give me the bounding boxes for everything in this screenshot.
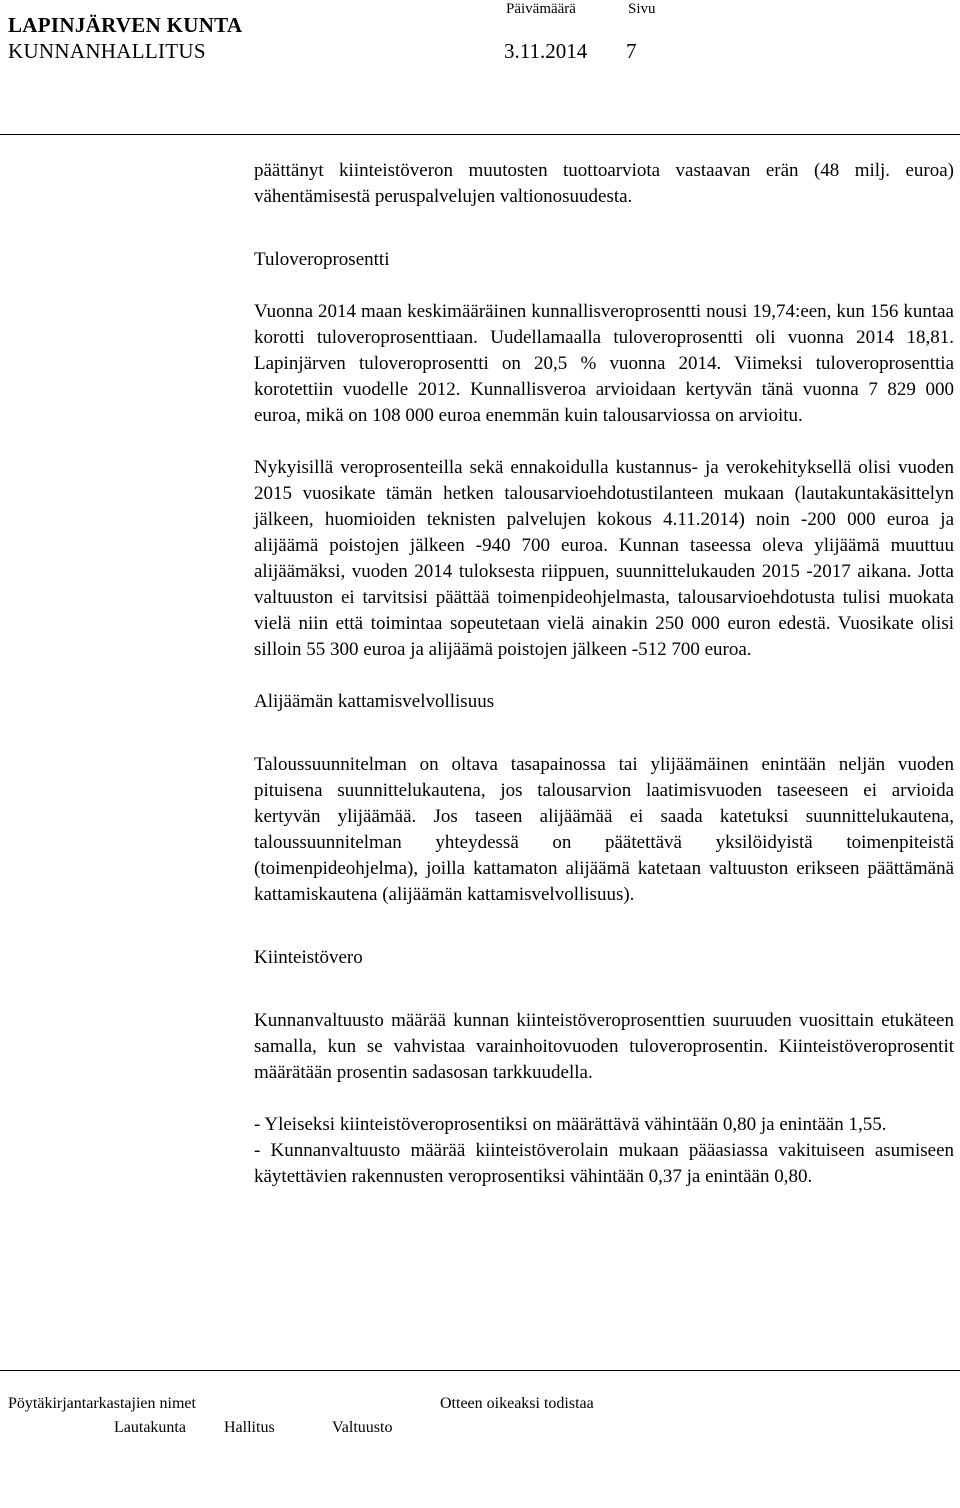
list-item-vakituinen: - Kunnanvaltuusto määrää kiinteistöverolain mukaan pääasiassa vakituiseen asumiseen käytettävien rakennusten veroprosentiksi vähintään 0,37 ja enintään 0,80.: [254, 1140, 954, 1187]
paragraph-alijaama: Taloussuunnitelman on oltava tasapainossa tai ylijäämäinen enintään neljän vuoden pituisena suunnittelukautena, jos talousarvion laatimisvuoden taseeseen ei arvioida kertyvän ylijäämää. Jos taseen alijäämää ei saada katetuksi suunnittelukautena, taloussuunnitelman yhteydessä on päätettävä yksilöidyistä toimenpiteistä (toimenpideohjelma), joilla kattamaton alijäämä katetaan valtuuston erikseen päättämänä kattamiskautena (alijäämän kattamisvelvollisuus).: [254, 754, 954, 905]
heading-tuloveroprosentti: Tuloveroprosentti: [254, 249, 390, 270]
page-number: 7: [626, 39, 637, 63]
certified-label: Otteen oikeaksi todistaa: [440, 1395, 594, 1412]
date-label: Päivämäärä: [506, 1, 576, 17]
document-date: 3.11.2014: [504, 39, 588, 63]
paragraph-nykyisilla: Nykyisillä veroprosenteilla sekä ennakoidulla kustannus- ja verokehityksellä olisi vuoden 2015 vuosikate tämän hetken talousarvioehdotustilanteen mukaan (lautakuntakäsittelyn jälkeen, huomioiden teknisten palvelujen kokous 4.11.2014) noin -200 000 euroa ja alijäämä poistojen jälkeen -940 700 euroa. Kunnan taseessa oleva ylijäämä muuttuu alijäämäksi, vuoden 2014 tuloksesta riippuen, suunnittelukauden 2015 -2017 aikana. Jotta valtuuston ei tarvitsisi päättää toimenpideohjelmasta, talousarvioehdotusta tulisi muokata vielä niin että toimintaa sopeutetaan vielä ainakin 250 000 euron edestä. Vuosikate olisi silloin 55 300 euroa ja alijäämä poistojen jälkeen -512 700 euroa.: [254, 457, 954, 660]
page-label: Sivu: [628, 1, 656, 17]
header-divider: [0, 134, 960, 135]
board-label: Lautakunta: [114, 1419, 186, 1436]
heading-kiinteistovero: Kiinteistövero: [254, 947, 363, 968]
council-label: Valtuusto: [332, 1419, 393, 1436]
paragraph-tuloveroprosentti: Vuonna 2014 maan keskimääräinen kunnallisveroprosentti nousi 19,74:een, kun 156 kuntaa korotti tuloveroprosenttiaan. Uudellamaalla tuloveroprosentti oli vuonna 2014 18,81. Lapinjärven tuloveroprosentti on 20,5 % vuonna 2014. Viimeksi tuloveroprosenttia korotettiin vuodelle 2012. Kunnallisveroa arvioidaan kertyvän tänä vuonna 7 829 000 euroa, mikä on 108 000 euroa enemmän kuin talousarviossa on arvioitu.: [254, 301, 954, 426]
reviewers-label: Pöytäkirjantarkastajien nimet: [8, 1395, 196, 1412]
footer-divider: [0, 1370, 960, 1371]
list-item-yleinen: - Yleiseksi kiinteistöveroprosentiksi on määrättävä vähintään 0,80 ja enintään 1,55.: [254, 1114, 887, 1135]
government-label: Hallitus: [224, 1419, 275, 1436]
document-body: [254, 158, 954, 1190]
organization-body: KUNNANHALLITUS: [8, 39, 206, 63]
paragraph-kiinteistovero: Kunnanvaltuusto määrää kunnan kiinteistöveroprosenttien suuruuden vuosittain etukäteen samalla, kun se vahvistaa varainhoitovuoden tuloveroprosentin. Kiinteistöveroprosentit määrätään prosentin sadasosan tarkkuudella.: [254, 1010, 954, 1083]
heading-alijaama: Alijäämän kattamisvelvollisuus: [254, 691, 495, 712]
intro-paragraph: päättänyt kiinteistöveron muutosten tuottoarviota vastaavan erän (48 milj. euroa) vähentämisestä peruspalvelujen valtionosuudesta.: [254, 160, 954, 207]
organization-name: LAPINJÄRVEN KUNTA: [8, 13, 243, 37]
